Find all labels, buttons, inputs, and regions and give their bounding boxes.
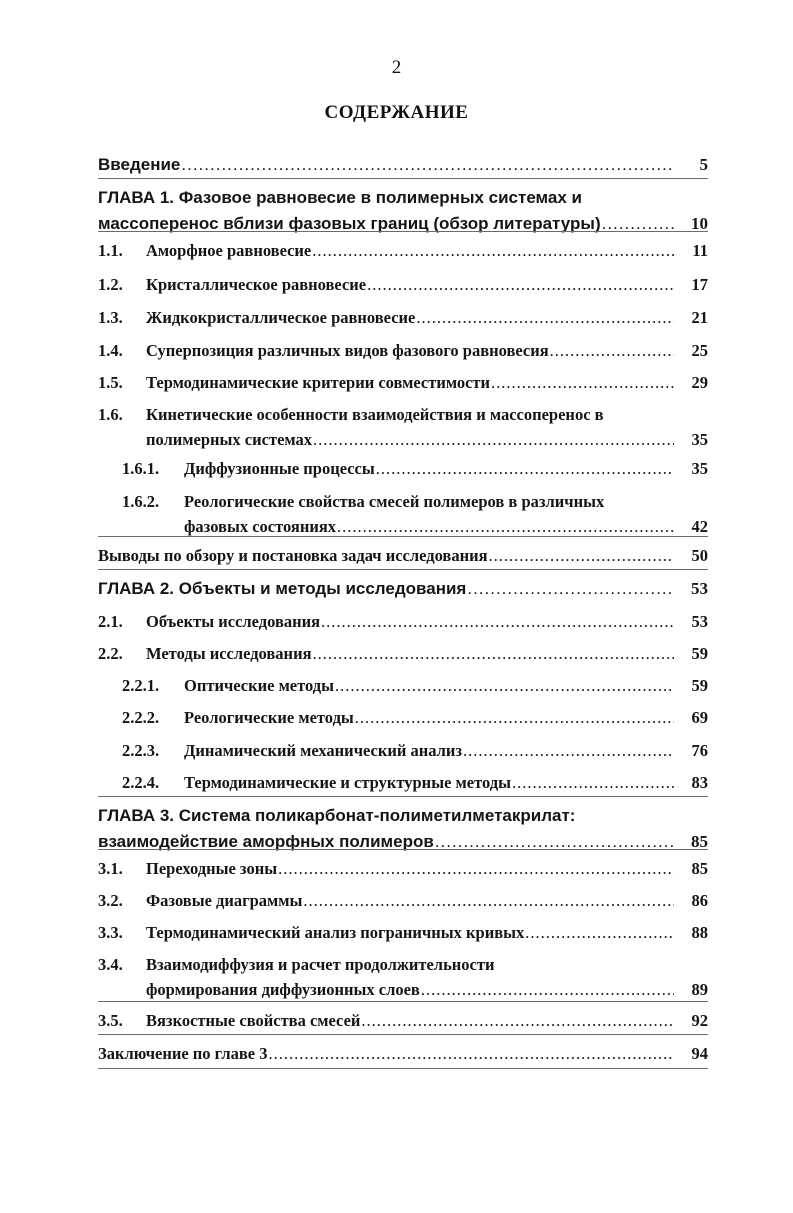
- toc-entry-number: 1.3.: [98, 308, 123, 327]
- dot-leader: [268, 1041, 674, 1066]
- toc-entry-title: Оптические методы: [184, 676, 335, 695]
- dot-leader: [335, 673, 674, 698]
- dot-leader: [512, 770, 674, 795]
- toc-entry-title-line1: ГЛАВА 3. Система поликарбонат-полиметилметакрилат:: [98, 806, 576, 825]
- dot-leader: [321, 609, 674, 634]
- toc-entry-page: 11: [692, 241, 708, 260]
- toc-entry-title-line1: Реологические свойства смесей полимеров в различных: [184, 492, 605, 511]
- dot-leader: [416, 305, 674, 330]
- toc-entry: [98, 803, 708, 855]
- toc-entry-title: Фазовые диаграммы: [146, 891, 303, 910]
- toc-entry-page: 59: [691, 676, 708, 695]
- toc-entry-page: 85: [691, 859, 708, 878]
- separator-line: [98, 569, 708, 570]
- toc-entry-title: Аморфное равновесие: [146, 241, 312, 260]
- toc-entry-number: 3.5.: [98, 1011, 123, 1030]
- toc-entry-title: Введение: [98, 155, 181, 174]
- toc-entry-page: 5: [699, 155, 708, 174]
- toc-entry-number: 1.2.: [98, 275, 123, 294]
- toc-entry-title: Термодинамические критерии совместимости: [146, 373, 491, 392]
- dot-leader: [421, 977, 674, 1002]
- toc-entry-number: 1.1.: [98, 241, 123, 260]
- toc-entry: [122, 489, 708, 539]
- toc-entry: [98, 1008, 708, 1033]
- toc-entry-page: 35: [691, 430, 708, 449]
- toc-entry-number: 1.6.: [98, 405, 123, 424]
- dot-leader: [313, 641, 675, 666]
- toc-entry-page: 21: [691, 308, 708, 327]
- dot-leader: [355, 705, 674, 730]
- toc-entry-title: массоперенос вблизи фазовых границ (обзор литературы): [98, 214, 601, 233]
- dot-leader: [435, 829, 674, 855]
- dot-leader: [463, 738, 674, 763]
- toc-entry-title: Термодинамические и структурные методы: [184, 773, 511, 792]
- toc-entry-number: 1.6.1.: [122, 459, 160, 478]
- toc-entry-title: Жидкокристаллическое равновесие: [146, 308, 416, 327]
- toc-entry-number: 1.4.: [98, 341, 123, 360]
- toc-entry-page: 94: [691, 1044, 708, 1063]
- toc-entry-number: 3.3.: [98, 923, 123, 942]
- dot-leader: [550, 338, 674, 363]
- toc-entry: [98, 856, 708, 881]
- dot-leader: [181, 152, 674, 178]
- toc-entry-title: Динамический механический анализ: [184, 741, 463, 760]
- toc-entry-page: 10: [691, 214, 708, 233]
- dot-leader: [313, 427, 674, 452]
- toc-entry-page: 85: [691, 832, 708, 851]
- toc-entry-title: взаимодействие аморфных полимеров: [98, 832, 434, 851]
- toc-entry-page: 69: [691, 708, 708, 727]
- separator-line: [98, 1034, 708, 1035]
- toc-entry-title: Заключение по главе 3: [98, 1044, 268, 1063]
- toc-entry: [98, 370, 708, 395]
- dot-leader: [376, 456, 674, 481]
- dot-leader: [361, 1008, 674, 1033]
- toc-entry-page: 53: [691, 612, 708, 631]
- toc-entry-title: фазовых состояниях: [184, 517, 337, 536]
- toc-entry-title: Выводы по обзору и постановка задач исследования: [98, 546, 488, 565]
- toc-entry: [98, 543, 708, 568]
- separator-line: [98, 1068, 708, 1069]
- toc-entry-title: Методы исследования: [146, 644, 312, 663]
- toc-entry-page: 89: [691, 980, 708, 999]
- toc-entry: [98, 920, 708, 945]
- toc-entry: [98, 152, 708, 178]
- toc-entry: [122, 673, 708, 698]
- toc-entry-page: 29: [691, 373, 708, 392]
- toc-entry: [98, 1041, 708, 1066]
- toc-entry: [98, 238, 708, 263]
- separator-line: [98, 178, 708, 179]
- toc-entry-page: 35: [691, 459, 708, 478]
- toc-entry: [122, 738, 708, 763]
- toc-entry-page: 86: [691, 891, 708, 910]
- toc-entry-number: 3.1.: [98, 859, 123, 878]
- dot-leader: [367, 272, 674, 297]
- dot-leader: [278, 856, 674, 881]
- toc-entry-title: Диффузионные процессы: [184, 459, 375, 478]
- page-number: 2: [391, 57, 402, 78]
- toc-entry: [98, 185, 708, 237]
- dot-leader: [525, 920, 674, 945]
- toc-entry-title: ГЛАВА 2. Объекты и методы исследования: [98, 579, 467, 598]
- toc-entry-page: 42: [691, 517, 708, 536]
- toc-entry-number: 2.1.: [98, 612, 123, 631]
- toc-entry-page: 50: [691, 546, 708, 565]
- dot-leader: [602, 211, 674, 237]
- separator-line: [98, 536, 708, 537]
- toc-entry: [98, 609, 708, 634]
- toc-entry: [98, 641, 708, 666]
- toc-entry-page: 83: [691, 773, 708, 792]
- toc-entry-number: 2.2.: [98, 644, 123, 663]
- toc-entry: [98, 952, 708, 1002]
- toc-entry: [98, 338, 708, 363]
- dot-leader: [489, 543, 674, 568]
- toc-entry-title: Кристаллическое равновесие: [146, 275, 367, 294]
- separator-line: [98, 231, 708, 232]
- separator-line: [98, 796, 708, 797]
- toc-entry-page: 25: [691, 341, 708, 360]
- toc-entry-title: Переходные зоны: [146, 859, 278, 878]
- dot-leader: [303, 888, 674, 913]
- toc-entry-page: 76: [691, 741, 708, 760]
- toc-entry-page: 59: [691, 644, 708, 663]
- toc-entry-title: Реологические методы: [184, 708, 354, 727]
- toc-entry-page: 92: [691, 1011, 708, 1030]
- separator-line: [98, 849, 708, 850]
- toc-entry-page: 88: [691, 923, 708, 942]
- toc-entry-title: Вязкостные свойства смесей: [146, 1011, 361, 1030]
- toc-entry-title-line1: ГЛАВА 1. Фазовое равновесие в полимерных системах и: [98, 188, 582, 207]
- toc-entry-number: 1.6.2.: [122, 492, 160, 511]
- toc-entry-page: 17: [691, 275, 708, 294]
- toc-entry-title: Термодинамический анализ пограничных кривых: [146, 923, 525, 942]
- toc-entry-title-line1: Взаимодиффузия и расчет продолжительности: [146, 955, 495, 974]
- dot-leader: [467, 576, 674, 602]
- toc-entry-number: 2.2.1.: [122, 676, 160, 695]
- toc-entry: [98, 272, 708, 297]
- toc-entry-number: 3.2.: [98, 891, 123, 910]
- dot-leader: [312, 238, 674, 263]
- toc-entry-page: 53: [691, 579, 708, 598]
- toc-entry: [122, 456, 708, 481]
- toc-entry-number: 1.5.: [98, 373, 123, 392]
- toc-entry: [98, 888, 708, 913]
- toc-entry: [98, 402, 708, 452]
- toc-entry-title: формирования диффузионных слоев: [146, 980, 420, 999]
- toc-entry-title: Суперпозиция различных видов фазового равновесия: [146, 341, 549, 360]
- toc-entry: [122, 770, 708, 795]
- toc-entry: [122, 705, 708, 730]
- toc-entry-number: 2.2.3.: [122, 741, 160, 760]
- toc-entry: [98, 576, 708, 602]
- separator-line: [98, 1001, 708, 1002]
- toc-entry: [98, 305, 708, 330]
- toc-entry-number: 2.2.2.: [122, 708, 160, 727]
- toc-entry-title: Объекты исследования: [146, 612, 321, 631]
- dot-leader: [491, 370, 674, 395]
- toc-entry-number: 2.2.4.: [122, 773, 160, 792]
- toc-entry-title: полимерных системах: [146, 430, 313, 449]
- toc-entry-title-line1: Кинетические особенности взаимодействия и массоперенос в: [146, 405, 604, 424]
- toc-title: СОДЕРЖАНИЕ: [324, 102, 469, 123]
- toc-entry-number: 3.4.: [98, 955, 123, 974]
